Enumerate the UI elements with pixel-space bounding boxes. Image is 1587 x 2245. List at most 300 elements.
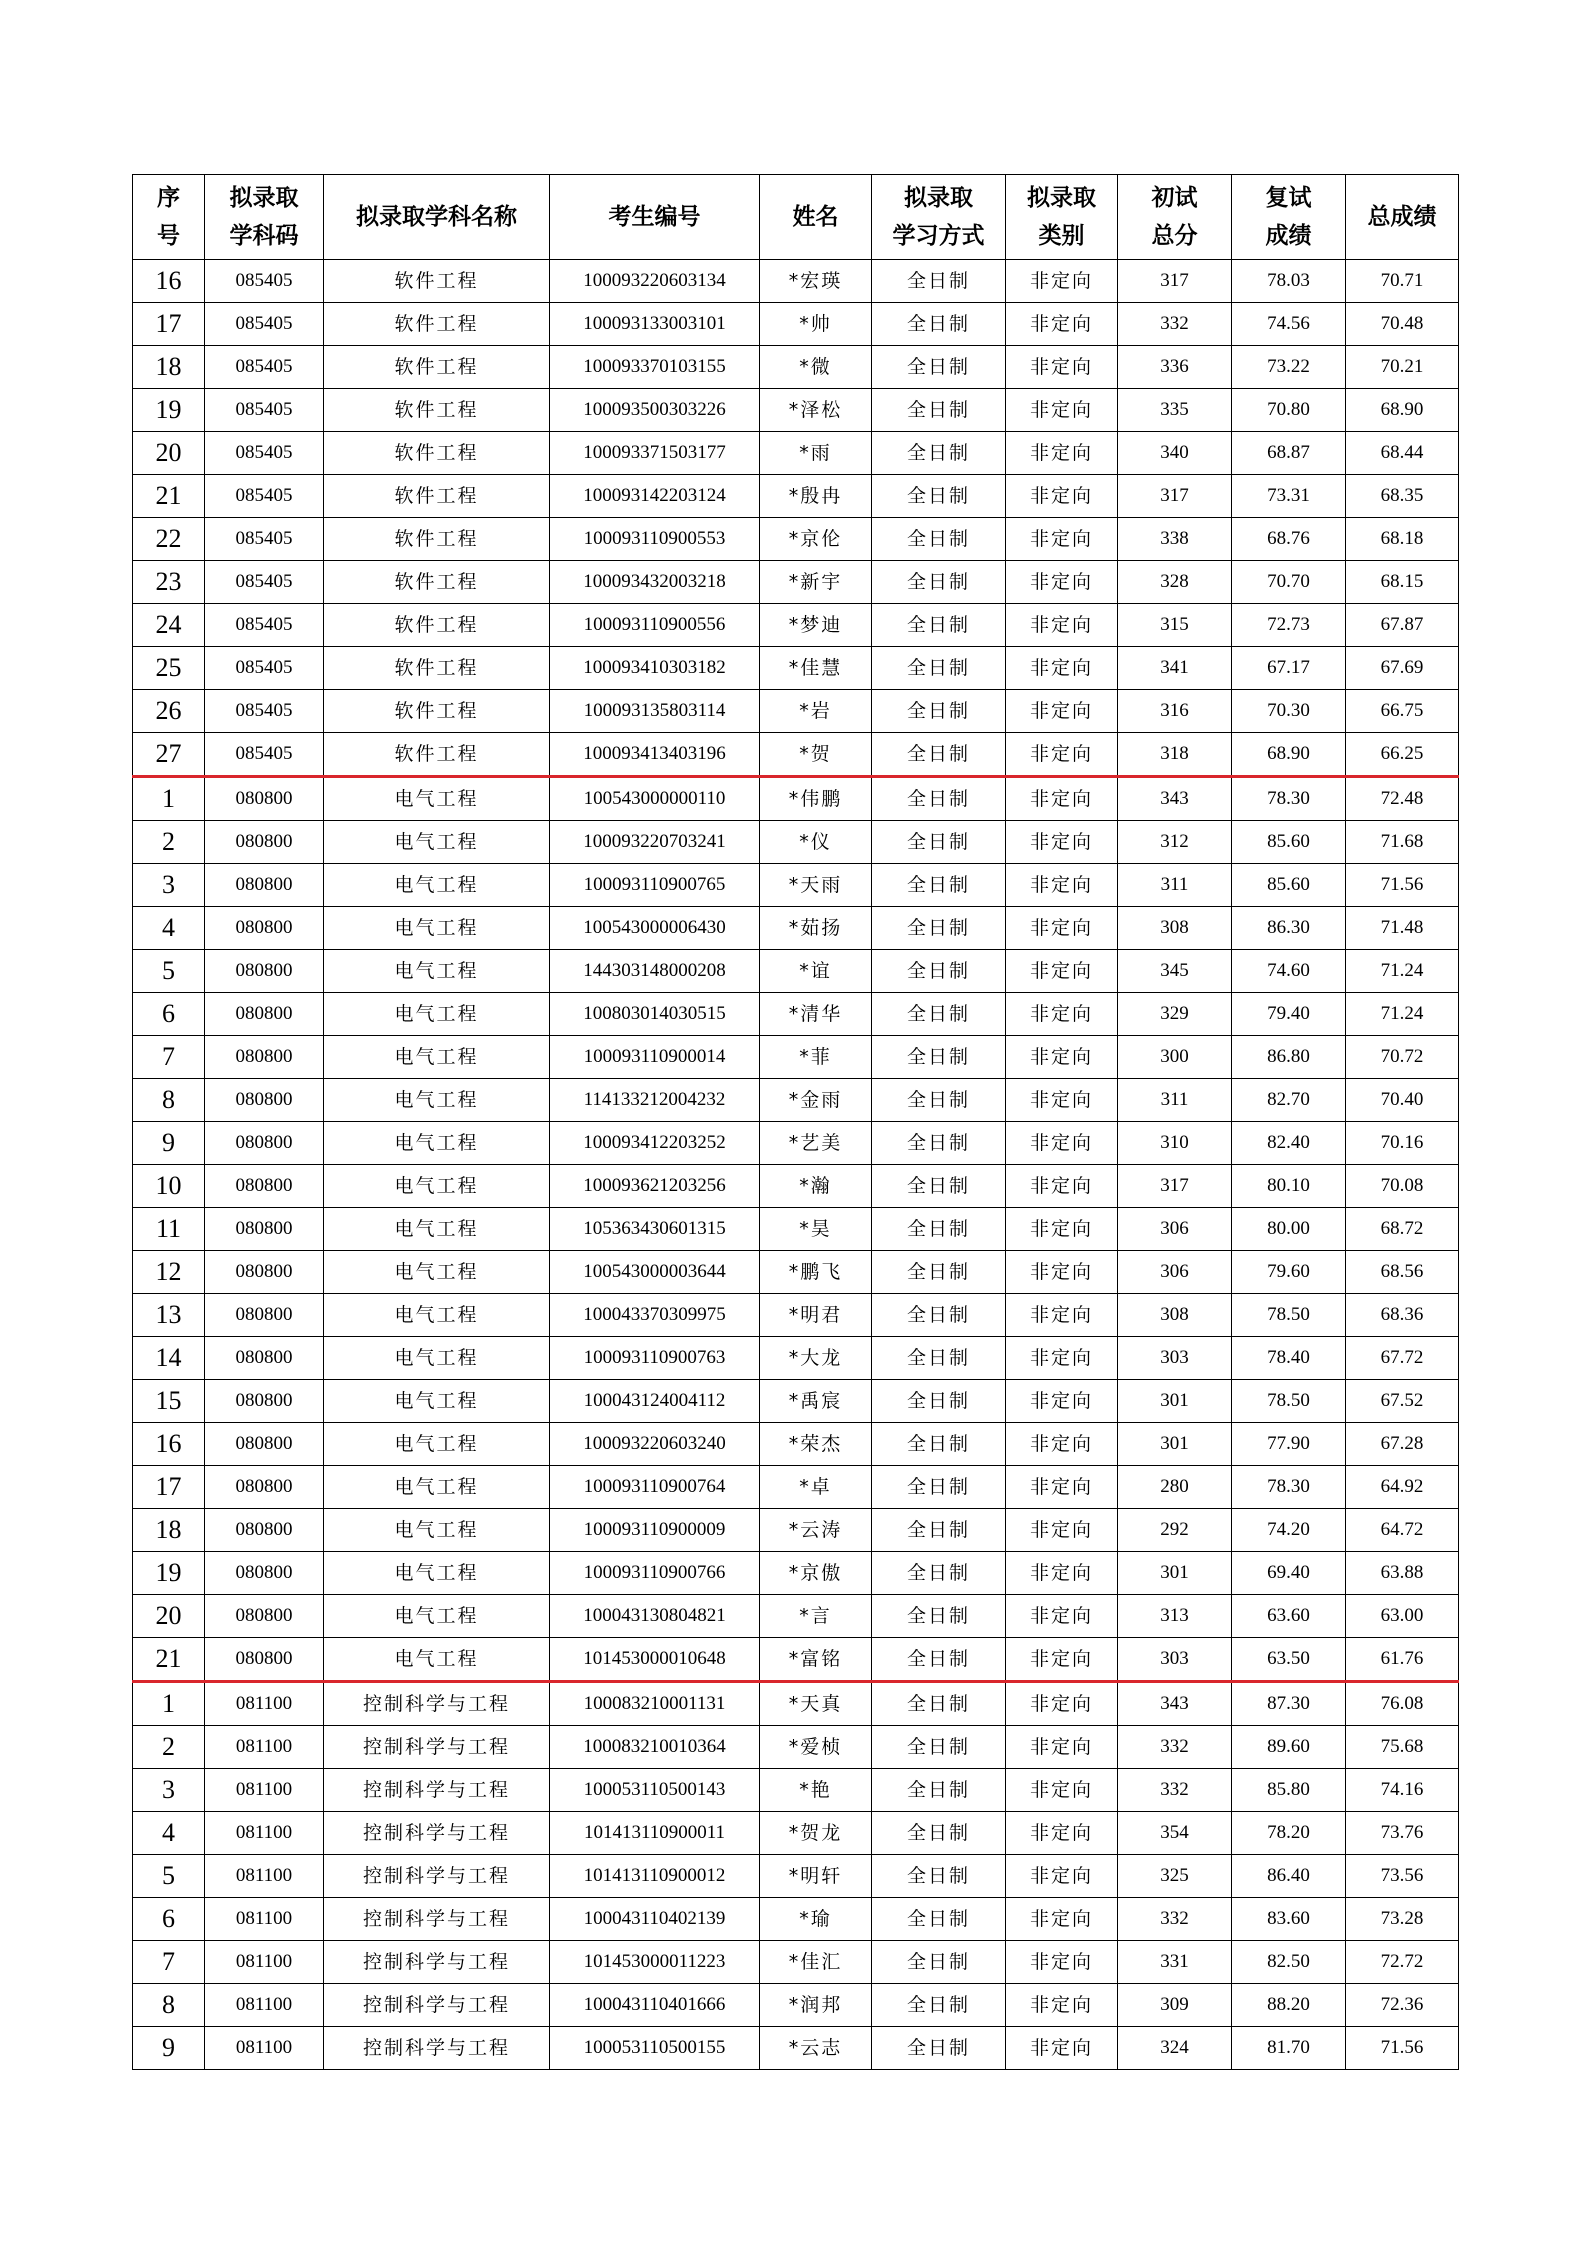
cell-study-mode: 全日制 [872, 1165, 1006, 1208]
header-prelim-score-line: 初试 [1151, 185, 1198, 211]
cell-subject-name: 电气工程 [324, 1638, 550, 1682]
header-seq-line: 序 [157, 185, 180, 211]
cell-category: 非定向 [1006, 475, 1118, 518]
cell-study-mode: 全日制 [872, 1552, 1006, 1595]
cell-total-score: 67.28 [1346, 1423, 1459, 1466]
table-row [133, 1122, 1459, 1165]
cell-total-score: 72.48 [1346, 777, 1459, 821]
cell-candidate-id: 100043110402139 [550, 1898, 760, 1941]
cell-name: *贺 [760, 733, 872, 777]
cell-retest-score: 78.40 [1232, 1337, 1346, 1380]
cell-total-score: 70.21 [1346, 346, 1459, 389]
cell-prelim-score: 312 [1118, 821, 1232, 864]
cell-seq: 27 [133, 733, 205, 777]
cell-name: *仪 [760, 821, 872, 864]
cell-category: 非定向 [1006, 1984, 1118, 2027]
cell-total-score: 75.68 [1346, 1726, 1459, 1769]
cell-category: 非定向 [1006, 1380, 1118, 1423]
cell-candidate-id: 100093220603134 [550, 260, 760, 303]
cell-category: 非定向 [1006, 1122, 1118, 1165]
cell-retest-score: 68.76 [1232, 518, 1346, 561]
cell-candidate-id: 100543000000110 [550, 777, 760, 821]
cell-candidate-id: 100093220703241 [550, 821, 760, 864]
cell-category: 非定向 [1006, 1812, 1118, 1855]
cell-retest-score: 72.73 [1232, 604, 1346, 647]
cell-seq: 11 [133, 1208, 205, 1251]
cell-retest-score: 82.50 [1232, 1941, 1346, 1984]
cell-name: *瀚 [760, 1165, 872, 1208]
cell-name: *瑜 [760, 1898, 872, 1941]
cell-prelim-score: 345 [1118, 950, 1232, 993]
header-name-line: 姓名 [792, 204, 839, 230]
table-row [133, 1423, 1459, 1466]
cell-retest-score: 85.60 [1232, 864, 1346, 907]
cell-retest-score: 85.80 [1232, 1769, 1346, 1812]
cell-study-mode: 全日制 [872, 777, 1006, 821]
cell-subject-code: 085405 [205, 690, 324, 733]
cell-candidate-id: 100093370103155 [550, 346, 760, 389]
table-row [133, 864, 1459, 907]
cell-retest-score: 88.20 [1232, 1984, 1346, 2027]
cell-name: *大龙 [760, 1337, 872, 1380]
cell-candidate-id: 100093142203124 [550, 475, 760, 518]
cell-category: 非定向 [1006, 1079, 1118, 1122]
cell-retest-score: 86.30 [1232, 907, 1346, 950]
cell-candidate-id: 100053110500155 [550, 2027, 760, 2070]
cell-subject-code: 080800 [205, 1165, 324, 1208]
cell-retest-score: 78.50 [1232, 1380, 1346, 1423]
cell-prelim-score: 343 [1118, 777, 1232, 821]
cell-candidate-id: 100053110500143 [550, 1769, 760, 1812]
table-row [133, 1509, 1459, 1552]
cell-prelim-score: 317 [1118, 1165, 1232, 1208]
header-subject-code-line: 学科码 [229, 223, 299, 249]
cell-category: 非定向 [1006, 604, 1118, 647]
cell-name: *爱桢 [760, 1726, 872, 1769]
cell-retest-score: 63.60 [1232, 1595, 1346, 1638]
cell-name: *宏瑛 [760, 260, 872, 303]
cell-prelim-score: 292 [1118, 1509, 1232, 1552]
table-row [133, 1552, 1459, 1595]
table-row [133, 647, 1459, 690]
table-row [133, 1638, 1459, 1682]
cell-subject-name: 电气工程 [324, 1208, 550, 1251]
cell-total-score: 68.36 [1346, 1294, 1459, 1337]
header-retest-score [1232, 175, 1346, 260]
cell-name: *禹宸 [760, 1380, 872, 1423]
cell-study-mode: 全日制 [872, 389, 1006, 432]
cell-study-mode: 全日制 [872, 1036, 1006, 1079]
cell-category: 非定向 [1006, 389, 1118, 432]
cell-category: 非定向 [1006, 733, 1118, 777]
cell-study-mode: 全日制 [872, 1380, 1006, 1423]
cell-candidate-id: 100043130804821 [550, 1595, 760, 1638]
cell-study-mode: 全日制 [872, 1251, 1006, 1294]
cell-prelim-score: 301 [1118, 1552, 1232, 1595]
cell-prelim-score: 343 [1118, 1682, 1232, 1726]
cell-total-score: 71.24 [1346, 950, 1459, 993]
cell-subject-code: 080800 [205, 1380, 324, 1423]
cell-subject-code: 085405 [205, 647, 324, 690]
cell-candidate-id: 100043110401666 [550, 1984, 760, 2027]
cell-seq: 4 [133, 907, 205, 950]
cell-subject-name: 电气工程 [324, 1552, 550, 1595]
cell-name: *云志 [760, 2027, 872, 2070]
cell-category: 非定向 [1006, 1898, 1118, 1941]
cell-retest-score: 83.60 [1232, 1898, 1346, 1941]
cell-retest-score: 79.60 [1232, 1251, 1346, 1294]
cell-name: *明君 [760, 1294, 872, 1337]
cell-subject-name: 电气工程 [324, 950, 550, 993]
cell-prelim-score: 301 [1118, 1380, 1232, 1423]
table-row [133, 1251, 1459, 1294]
cell-candidate-id: 144303148000208 [550, 950, 760, 993]
cell-prelim-score: 311 [1118, 864, 1232, 907]
table-row [133, 518, 1459, 561]
cell-study-mode: 全日制 [872, 1812, 1006, 1855]
cell-subject-code: 081100 [205, 2027, 324, 2070]
cell-subject-code: 080800 [205, 821, 324, 864]
cell-seq: 19 [133, 389, 205, 432]
cell-candidate-id: 100803014030515 [550, 993, 760, 1036]
cell-name: *天雨 [760, 864, 872, 907]
table-row [133, 1941, 1459, 1984]
cell-subject-name: 电气工程 [324, 1509, 550, 1552]
cell-subject-code: 085405 [205, 518, 324, 561]
cell-name: *殷冉 [760, 475, 872, 518]
cell-candidate-id: 100093413403196 [550, 733, 760, 777]
header-candidate-id-line: 考生编号 [608, 204, 701, 230]
header-total-score [1346, 175, 1459, 260]
cell-subject-code: 080800 [205, 1638, 324, 1682]
cell-subject-name: 控制科学与工程 [324, 1726, 550, 1769]
cell-name: *金雨 [760, 1079, 872, 1122]
table-row [133, 1855, 1459, 1898]
cell-prelim-score: 306 [1118, 1208, 1232, 1251]
cell-seq: 4 [133, 1812, 205, 1855]
cell-subject-name: 电气工程 [324, 1036, 550, 1079]
cell-total-score: 76.08 [1346, 1682, 1459, 1726]
cell-category: 非定向 [1006, 561, 1118, 604]
cell-retest-score: 70.30 [1232, 690, 1346, 733]
cell-prelim-score: 311 [1118, 1079, 1232, 1122]
cell-seq: 2 [133, 821, 205, 864]
cell-category: 非定向 [1006, 1941, 1118, 1984]
header-total-score-line: 总成绩 [1367, 204, 1437, 230]
cell-seq: 16 [133, 260, 205, 303]
cell-subject-name: 软件工程 [324, 389, 550, 432]
header-subject-name [324, 175, 550, 260]
cell-total-score: 67.87 [1346, 604, 1459, 647]
cell-subject-code: 080800 [205, 1079, 324, 1122]
cell-name: *天真 [760, 1682, 872, 1726]
cell-subject-code: 080800 [205, 1208, 324, 1251]
cell-category: 非定向 [1006, 777, 1118, 821]
cell-total-score: 66.75 [1346, 690, 1459, 733]
cell-subject-name: 软件工程 [324, 733, 550, 777]
cell-category: 非定向 [1006, 1769, 1118, 1812]
cell-seq: 15 [133, 1380, 205, 1423]
cell-category: 非定向 [1006, 260, 1118, 303]
table-row [133, 303, 1459, 346]
cell-prelim-score: 280 [1118, 1466, 1232, 1509]
cell-subject-name: 电气工程 [324, 1165, 550, 1208]
cell-candidate-id: 100093110900556 [550, 604, 760, 647]
cell-total-score: 63.00 [1346, 1595, 1459, 1638]
table-row [133, 1812, 1459, 1855]
cell-retest-score: 78.50 [1232, 1294, 1346, 1337]
cell-total-score: 73.76 [1346, 1812, 1459, 1855]
cell-candidate-id: 114133212004232 [550, 1079, 760, 1122]
cell-retest-score: 85.60 [1232, 821, 1346, 864]
table-row [133, 389, 1459, 432]
cell-prelim-score: 300 [1118, 1036, 1232, 1079]
table-row [133, 1380, 1459, 1423]
table-row [133, 1337, 1459, 1380]
cell-seq: 21 [133, 1638, 205, 1682]
header-retest-score-line: 成绩 [1265, 223, 1312, 249]
cell-total-score: 70.72 [1346, 1036, 1459, 1079]
cell-retest-score: 78.30 [1232, 1466, 1346, 1509]
cell-name: *伟鹏 [760, 777, 872, 821]
cell-seq: 12 [133, 1251, 205, 1294]
cell-candidate-id: 101453000011223 [550, 1941, 760, 1984]
admission-table [132, 174, 1459, 2070]
cell-study-mode: 全日制 [872, 1984, 1006, 2027]
cell-category: 非定向 [1006, 1509, 1118, 1552]
cell-candidate-id: 101413110900011 [550, 1812, 760, 1855]
table-row [133, 690, 1459, 733]
cell-subject-code: 081100 [205, 1769, 324, 1812]
cell-seq: 6 [133, 993, 205, 1036]
cell-subject-name: 电气工程 [324, 864, 550, 907]
cell-category: 非定向 [1006, 1682, 1118, 1726]
cell-seq: 8 [133, 1984, 205, 2027]
cell-retest-score: 73.31 [1232, 475, 1346, 518]
cell-category: 非定向 [1006, 1466, 1118, 1509]
cell-prelim-score: 303 [1118, 1638, 1232, 1682]
cell-name: *富铭 [760, 1638, 872, 1682]
header-category-line: 类别 [1038, 223, 1085, 249]
table-row [133, 1984, 1459, 2027]
cell-seq: 26 [133, 690, 205, 733]
cell-name: *微 [760, 346, 872, 389]
cell-total-score: 70.08 [1346, 1165, 1459, 1208]
cell-retest-score: 80.00 [1232, 1208, 1346, 1251]
cell-name: *帅 [760, 303, 872, 346]
cell-prelim-score: 332 [1118, 1769, 1232, 1812]
cell-candidate-id: 101413110900012 [550, 1855, 760, 1898]
cell-study-mode: 全日制 [872, 604, 1006, 647]
cell-seq: 23 [133, 561, 205, 604]
cell-subject-name: 控制科学与工程 [324, 1682, 550, 1726]
cell-study-mode: 全日制 [872, 1509, 1006, 1552]
table-row [133, 1294, 1459, 1337]
header-prelim-score [1118, 175, 1232, 260]
cell-prelim-score: 332 [1118, 303, 1232, 346]
cell-candidate-id: 100093500303226 [550, 389, 760, 432]
cell-retest-score: 78.20 [1232, 1812, 1346, 1855]
cell-subject-code: 081100 [205, 1984, 324, 2027]
cell-subject-code: 080800 [205, 777, 324, 821]
cell-category: 非定向 [1006, 518, 1118, 561]
cell-category: 非定向 [1006, 1726, 1118, 1769]
cell-total-score: 71.48 [1346, 907, 1459, 950]
cell-prelim-score: 332 [1118, 1726, 1232, 1769]
cell-subject-code: 080800 [205, 950, 324, 993]
cell-study-mode: 全日制 [872, 821, 1006, 864]
header-candidate-id [550, 175, 760, 260]
cell-candidate-id: 100093432003218 [550, 561, 760, 604]
table-row [133, 993, 1459, 1036]
cell-study-mode: 全日制 [872, 864, 1006, 907]
cell-total-score: 67.52 [1346, 1380, 1459, 1423]
cell-candidate-id: 100093371503177 [550, 432, 760, 475]
cell-prelim-score: 315 [1118, 604, 1232, 647]
cell-subject-code: 081100 [205, 1941, 324, 1984]
table-row [133, 907, 1459, 950]
cell-candidate-id: 100093110900764 [550, 1466, 760, 1509]
cell-study-mode: 全日制 [872, 1466, 1006, 1509]
cell-retest-score: 70.80 [1232, 389, 1346, 432]
cell-name: *艳 [760, 1769, 872, 1812]
header-study-mode [872, 175, 1006, 260]
cell-subject-code: 081100 [205, 1682, 324, 1726]
cell-study-mode: 全日制 [872, 260, 1006, 303]
cell-total-score: 71.68 [1346, 821, 1459, 864]
cell-subject-code: 080800 [205, 1552, 324, 1595]
cell-subject-name: 电气工程 [324, 1466, 550, 1509]
cell-name: *泽松 [760, 389, 872, 432]
cell-seq: 6 [133, 1898, 205, 1941]
cell-name: *昊 [760, 1208, 872, 1251]
cell-candidate-id: 105363430601315 [550, 1208, 760, 1251]
cell-subject-code: 080800 [205, 1595, 324, 1638]
cell-name: *佳慧 [760, 647, 872, 690]
cell-category: 非定向 [1006, 1294, 1118, 1337]
cell-total-score: 63.88 [1346, 1552, 1459, 1595]
cell-name: *云涛 [760, 1509, 872, 1552]
cell-name: *谊 [760, 950, 872, 993]
cell-category: 非定向 [1006, 346, 1118, 389]
cell-seq: 10 [133, 1165, 205, 1208]
cell-subject-code: 081100 [205, 1898, 324, 1941]
cell-subject-code: 080800 [205, 993, 324, 1036]
cell-total-score: 70.16 [1346, 1122, 1459, 1165]
cell-subject-code: 081100 [205, 1855, 324, 1898]
cell-subject-code: 080800 [205, 1036, 324, 1079]
cell-subject-code: 085405 [205, 389, 324, 432]
cell-study-mode: 全日制 [872, 1941, 1006, 1984]
cell-subject-name: 控制科学与工程 [324, 1812, 550, 1855]
cell-subject-name: 软件工程 [324, 303, 550, 346]
cell-study-mode: 全日制 [872, 432, 1006, 475]
cell-category: 非定向 [1006, 1595, 1118, 1638]
cell-subject-code: 080800 [205, 1122, 324, 1165]
cell-total-score: 70.71 [1346, 260, 1459, 303]
header-seq [133, 175, 205, 260]
cell-name: *茹扬 [760, 907, 872, 950]
cell-retest-score: 74.20 [1232, 1509, 1346, 1552]
cell-name: *润邦 [760, 1984, 872, 2027]
cell-prelim-score: 316 [1118, 690, 1232, 733]
cell-seq: 21 [133, 475, 205, 518]
cell-category: 非定向 [1006, 950, 1118, 993]
cell-retest-score: 78.30 [1232, 777, 1346, 821]
header-name [760, 175, 872, 260]
cell-name: *清华 [760, 993, 872, 1036]
cell-seq: 20 [133, 1595, 205, 1638]
cell-subject-name: 软件工程 [324, 432, 550, 475]
table-row [133, 821, 1459, 864]
cell-seq: 20 [133, 432, 205, 475]
table-row [133, 777, 1459, 821]
cell-candidate-id: 100093621203256 [550, 1165, 760, 1208]
table-row [133, 950, 1459, 993]
cell-total-score: 73.28 [1346, 1898, 1459, 1941]
table-row [133, 1036, 1459, 1079]
cell-category: 非定向 [1006, 690, 1118, 733]
header-subject-name-line: 拟录取学科名称 [356, 204, 517, 230]
cell-total-score: 68.56 [1346, 1251, 1459, 1294]
cell-category: 非定向 [1006, 1552, 1118, 1595]
cell-seq: 18 [133, 1509, 205, 1552]
cell-subject-code: 085405 [205, 260, 324, 303]
cell-subject-name: 电气工程 [324, 1251, 550, 1294]
cell-subject-name: 控制科学与工程 [324, 1769, 550, 1812]
cell-total-score: 72.72 [1346, 1941, 1459, 1984]
header-category [1006, 175, 1118, 260]
cell-retest-score: 69.40 [1232, 1552, 1346, 1595]
cell-study-mode: 全日制 [872, 950, 1006, 993]
cell-category: 非定向 [1006, 1036, 1118, 1079]
cell-subject-name: 电气工程 [324, 1423, 550, 1466]
cell-study-mode: 全日制 [872, 733, 1006, 777]
table-row [133, 561, 1459, 604]
cell-seq: 3 [133, 864, 205, 907]
cell-seq: 18 [133, 346, 205, 389]
cell-candidate-id: 100093110900009 [550, 1509, 760, 1552]
cell-name: *雨 [760, 432, 872, 475]
cell-study-mode: 全日制 [872, 561, 1006, 604]
cell-study-mode: 全日制 [872, 475, 1006, 518]
cell-name: *卓 [760, 1466, 872, 1509]
cell-subject-name: 控制科学与工程 [324, 2027, 550, 2070]
table-row [133, 1682, 1459, 1726]
cell-prelim-score: 308 [1118, 1294, 1232, 1337]
cell-total-score: 70.48 [1346, 303, 1459, 346]
cell-retest-score: 67.17 [1232, 647, 1346, 690]
cell-candidate-id: 100093110900763 [550, 1337, 760, 1380]
cell-subject-name: 控制科学与工程 [324, 1941, 550, 1984]
cell-subject-name: 电气工程 [324, 907, 550, 950]
cell-seq: 13 [133, 1294, 205, 1337]
table-body [133, 260, 1459, 2070]
cell-prelim-score: 317 [1118, 260, 1232, 303]
cell-seq: 2 [133, 1726, 205, 1769]
table-row [133, 1466, 1459, 1509]
cell-name: *贺龙 [760, 1812, 872, 1855]
cell-subject-code: 085405 [205, 432, 324, 475]
table-row [133, 1898, 1459, 1941]
cell-subject-code: 085405 [205, 561, 324, 604]
cell-subject-name: 电气工程 [324, 1380, 550, 1423]
cell-category: 非定向 [1006, 1208, 1118, 1251]
cell-prelim-score: 310 [1118, 1122, 1232, 1165]
cell-retest-score: 63.50 [1232, 1638, 1346, 1682]
cell-subject-code: 080800 [205, 864, 324, 907]
table-row [133, 2027, 1459, 2070]
